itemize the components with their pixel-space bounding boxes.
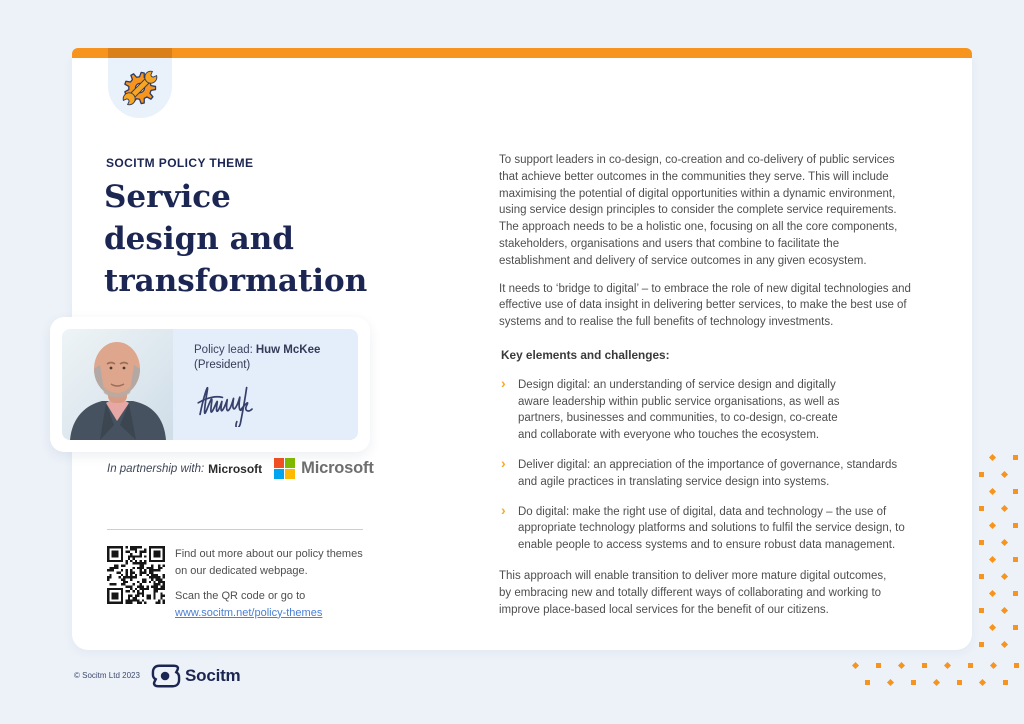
page-title bbox=[104, 176, 367, 302]
title-line: design and bbox=[104, 221, 294, 257]
top-accent-bar-shade bbox=[108, 48, 172, 58]
signature-image bbox=[192, 375, 278, 427]
kicker-label: SOCITM POLICY THEME bbox=[106, 156, 254, 170]
qr-line2: Scan the QR code or go to bbox=[175, 590, 306, 602]
title-line: Service bbox=[104, 179, 231, 215]
portrait-image bbox=[62, 329, 173, 440]
chevron-right-icon: › bbox=[501, 501, 506, 518]
main-text-column bbox=[499, 152, 913, 618]
closing-paragraph: This approach will enable transition to deliver more mature digital outcomes, by embracing new and totally different ways of collaborating and working to improve place-based local services for the benefit of our citizens. bbox=[499, 569, 887, 616]
bullet-text: Deliver digital: an appreciation of the importance of governance, standards and agile practices in translating service design into systems. bbox=[518, 458, 898, 488]
bullet-item bbox=[501, 501, 913, 554]
microsoft-logo-icon bbox=[274, 458, 295, 479]
microsoft-logo bbox=[274, 458, 373, 479]
bullet-list bbox=[501, 374, 913, 554]
paragraph-2: It needs to ‘bridge to digital’ – to embrace the role of new digital technologies and effective use of data insight in delivering better services, to make the best use of systems and to realise the full benefits of technology investments. bbox=[499, 282, 911, 329]
gear-wrench-icon bbox=[119, 67, 161, 109]
microsoft-wordmark: Microsoft bbox=[301, 459, 374, 477]
policy-lead-line bbox=[194, 344, 358, 356]
bullet-item bbox=[501, 374, 846, 444]
title-line: transformation bbox=[104, 263, 368, 299]
policy-lead-photo bbox=[62, 329, 173, 440]
policy-lead-info bbox=[173, 329, 358, 440]
socitm-mark-icon bbox=[151, 662, 181, 690]
top-accent-bar bbox=[72, 48, 972, 58]
copyright-text: © Socitm Ltd 2023 bbox=[74, 671, 140, 680]
policy-lead-name: Huw McKee bbox=[255, 344, 321, 356]
partnership-row bbox=[107, 458, 374, 479]
qr-line1: Find out more about our policy themes on our dedicated webpage. bbox=[175, 548, 363, 577]
partnership-prefix: In partnership with: bbox=[107, 462, 205, 475]
socitm-logo bbox=[151, 662, 240, 690]
chevron-right-icon: › bbox=[501, 454, 506, 471]
qr-section bbox=[107, 546, 371, 621]
policy-lead-card bbox=[50, 317, 370, 452]
policy-themes-link[interactable]: www.socitm.net/policy-themes bbox=[175, 606, 323, 619]
partnership-partner: Microsoft bbox=[208, 461, 263, 476]
paragraph-1: To support leaders in co-design, co-creation and co-delivery of public services that achieve better outcomes in the communities they serve. This will include maximising the potential of digital opportunities within a dynamic environment, using service design principles to consider the complete service requirements. The approach needs to be a holistic one, focusing on all the core components, stakeholders, organisations and users that combine to facilitate the establishment and delivery of service outcomes in any given ecosystem. bbox=[499, 154, 898, 267]
qr-code bbox=[107, 546, 165, 604]
socitm-wordmark: Socitm bbox=[185, 666, 241, 685]
policy-lead-role: (President) bbox=[194, 359, 251, 371]
bullet-text: Do digital: make the right use of digital, data and technology – the use of appropriate technology platforms and solutions to fulfil the service design, to enable people to access systems and to ensure robust data management. bbox=[518, 505, 905, 552]
key-elements-heading: Key elements and challenges: bbox=[501, 347, 670, 362]
qr-text-block bbox=[175, 546, 371, 621]
bullet-text: Design digital: an understanding of service design and digitally aware leadership within public service organisations, as well as partners, businesses and communities, to co-design, co-create and collaborate with everyone who touches the ecosystem. bbox=[518, 378, 840, 442]
bullet-item bbox=[501, 454, 913, 491]
section-divider bbox=[107, 529, 363, 530]
chevron-right-icon: › bbox=[501, 374, 506, 391]
policy-lead-label: Policy lead: bbox=[194, 344, 253, 356]
